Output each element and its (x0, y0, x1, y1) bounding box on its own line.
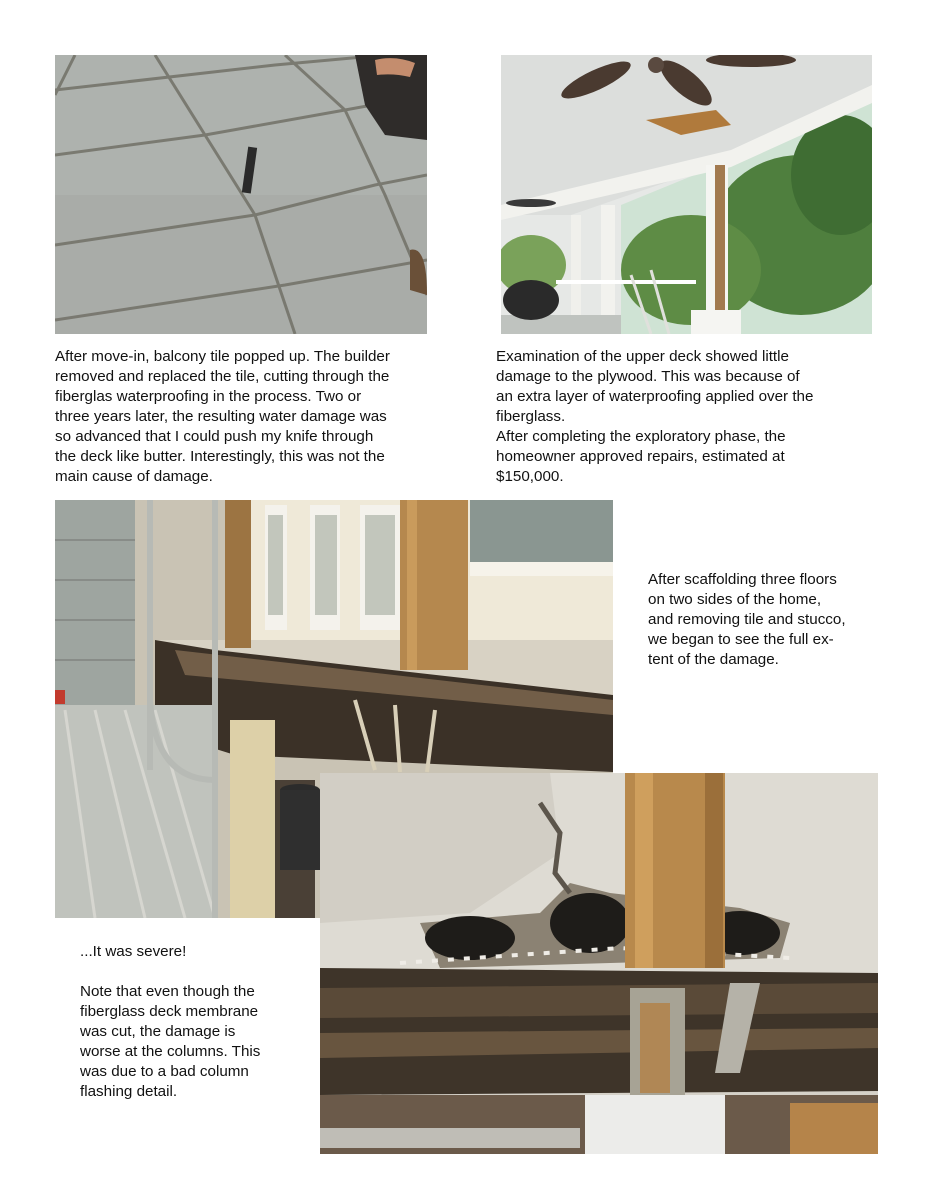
photo-balcony-tile-knife (55, 55, 427, 334)
caption-scaffolding: After scaffolding three floors on two sides of the home, and removing tile and stucco, we began to see the full ex- tent of the damage. (648, 571, 846, 668)
caption-severe-title: ...It was severe! (80, 943, 187, 960)
photo-upper-porch (501, 55, 872, 334)
caption-upper-deck: Examination of the upper deck showed little damage to the plywood. This was because of an extra layer of waterproofing applied over the fiberglass. After completing the exploratory phase, the homeowner approved repairs, estimated at $150,000. (496, 348, 814, 485)
photo-rotted-deck-at-column (320, 773, 878, 1154)
caption-balcony-tile: After move-in, balcony tile popped up. The builder removed and replaced the tile, cutting through the fiberglas waterproofing in the process. Two or three years later, the resulting water damage was so advanced that I could push my knife through the deck like butter. Interestingly, this was not the main cause of damage. (55, 348, 390, 485)
caption-severe-body: Note that even though the fiberglass deck membrane was cut, the damage is worse at the columns. This was due to a bad column flashing detail. (80, 983, 261, 1100)
